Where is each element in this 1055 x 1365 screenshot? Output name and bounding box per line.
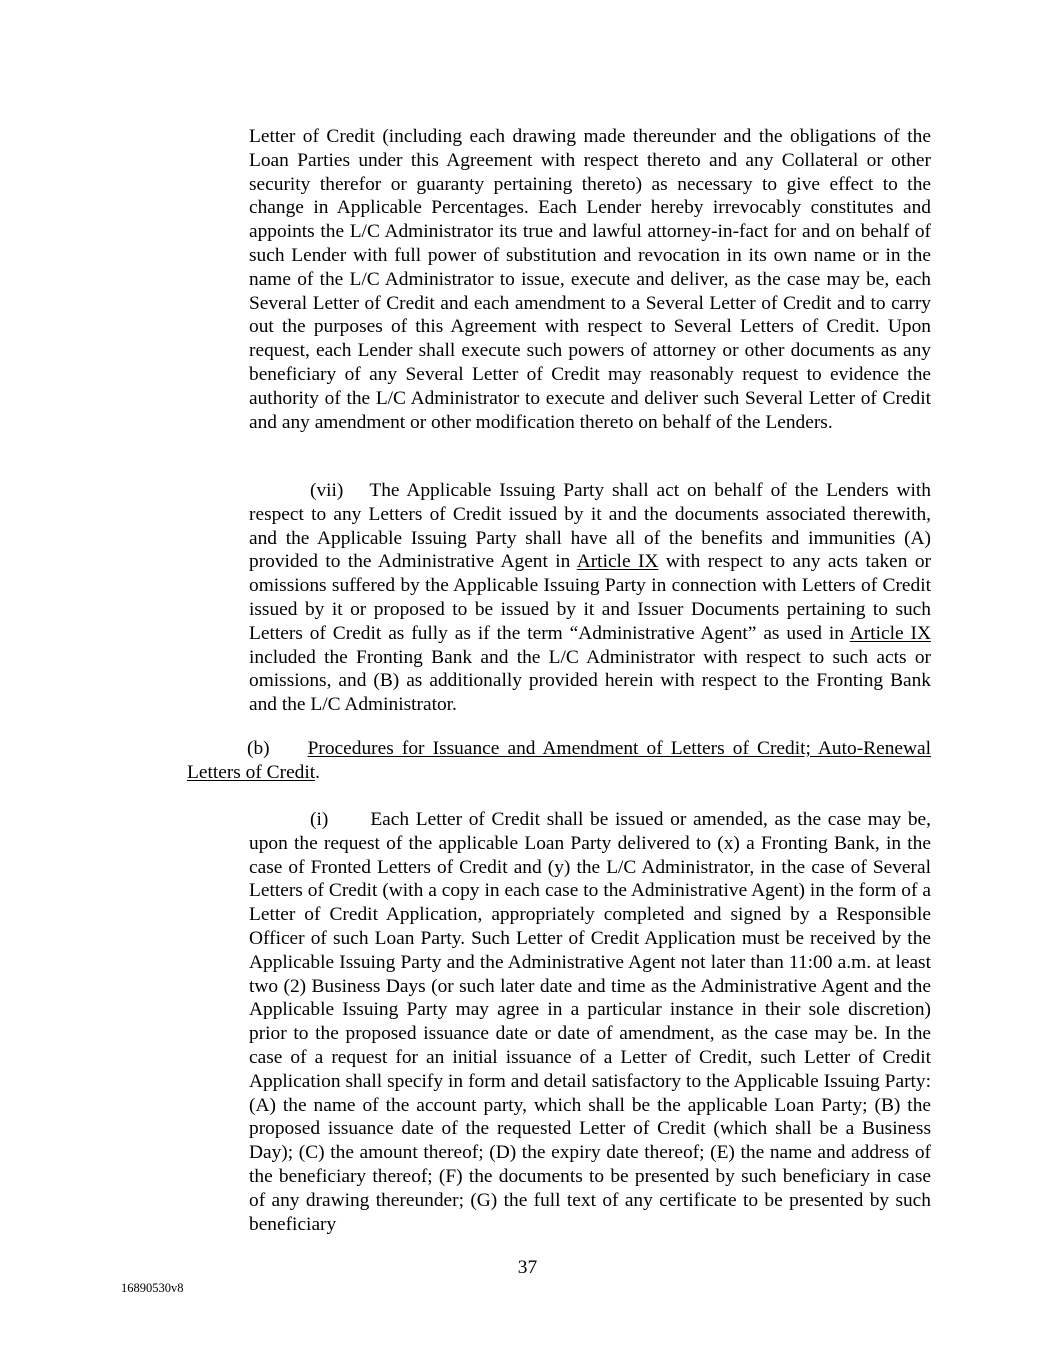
document-id: 16890530v8 — [121, 1281, 184, 1295]
article-ix-reference: Article IX — [849, 622, 931, 644]
clause-label: (b) — [247, 738, 270, 759]
paragraph-text: included the Fronting Bank and the L/C Administrator with respect to such acts or omissions, and (B) as additionally provided herein with respect to the Fronting Bank and the L/C Administrator. — [249, 646, 931, 716]
page-number: 37 — [517, 1257, 538, 1278]
paragraph-text: The Applicable Issuing Party shall act on behalf of the Lenders with respect to any Letters of Credit issued by it and the documents associated therewith, and the Applicable Issuing Party shall have all of the benefits and immunities (A) provided to the Administrative Agent in — [249, 480, 931, 573]
section-heading-b — [187, 737, 931, 785]
paragraph-i — [249, 808, 931, 1236]
paragraph-text: with respect to any acts taken or omissions suffered by the Applicable Issuing Party in connection with Letters of Credit issued by it or proposed to be issued by it and Issuer Documents pertaining to such Letters of Credit as fully as if the term “Administrative Agent” as used in — [249, 551, 931, 644]
clause-label: (i) — [310, 809, 329, 830]
heading-period: . — [315, 761, 321, 783]
article-ix-reference: Article IX — [576, 551, 659, 573]
paragraph-vii — [249, 479, 931, 717]
paragraph-text: Letter of Credit (including each drawing made thereunder and the obligations of the Loan Parties under this Agreement with respect thereto and any Collateral or other security therefor or guaranty pertaining thereto) as necessary to give effect to the change in Applicable Percentages. Each Lender hereby irrevocably constitutes and appoints the L/C Administrator its true and lawful attorney-in-fact for and on behalf of such Lender with full power of substitution and revocation in its own name or in the name of the L/C Administrator to issue, execute and deliver, as the case may be, each Several Letter of Credit and each amendment to a Several Letter of Credit and to carry out the purposes of this Agreement with respect to Several Letters of Credit. Upon request, each Lender shall execute such powers of attorney or other documents as any beneficiary of any Several Letter of Credit may reasonably request to evidence the authority of the L/C Administrator to execute and deliver such Several Letter of Credit and any amendment or other modification thereto on behalf of the Lenders. — [249, 126, 931, 433]
clause-label: (vii) — [310, 480, 344, 501]
paragraph-text: Each Letter of Credit shall be issued or amended, as the case may be, upon the request of the applicable Loan Party delivered to (x) a Fronting Bank, in the case of Fronted Letters of Credit and (y) the L/C Administrator, in the case of Several Letters of Credit (with a copy in each case to the Administrative Agent) in the form of a Letter of Credit Application, appropriately completed and signed by a Responsible Officer of such Loan Party. Such Letter of Credit Application must be received by the Applicable Issuing Party and the Administrative Agent not later than 11:00 a.m. at least two (2) Business Days (or such later date and time as the Administrative Agent and the Applicable Issuing Party may agree in a particular instance in their sole discretion) prior to the proposed issuance date or date of amendment, as the case may be. In the case of a request for an initial issuance of a Letter of Credit, such Letter of Credit Application shall specify in form and detail satisfactory to the Applicable Issuing Party: (A) the name of the account party, which shall be the applicable Loan Party; (B) the proposed issuance date of the requested Letter of Credit (which shall be a Business Day); (C) the amount thereof; (D) the expiry date thereof; (E) the name and address of the beneficiary thereof; (F) the documents to be presented by such beneficiary in case of any drawing thereunder; (G) the full text of any certificate to be presented by such beneficiary — [249, 809, 931, 1235]
section-heading-text: Procedures for Issuance and Amendment of Letters of Credit; Auto-Renewal Letters of Credit — [187, 738, 931, 783]
paragraph-continuation — [249, 125, 931, 434]
